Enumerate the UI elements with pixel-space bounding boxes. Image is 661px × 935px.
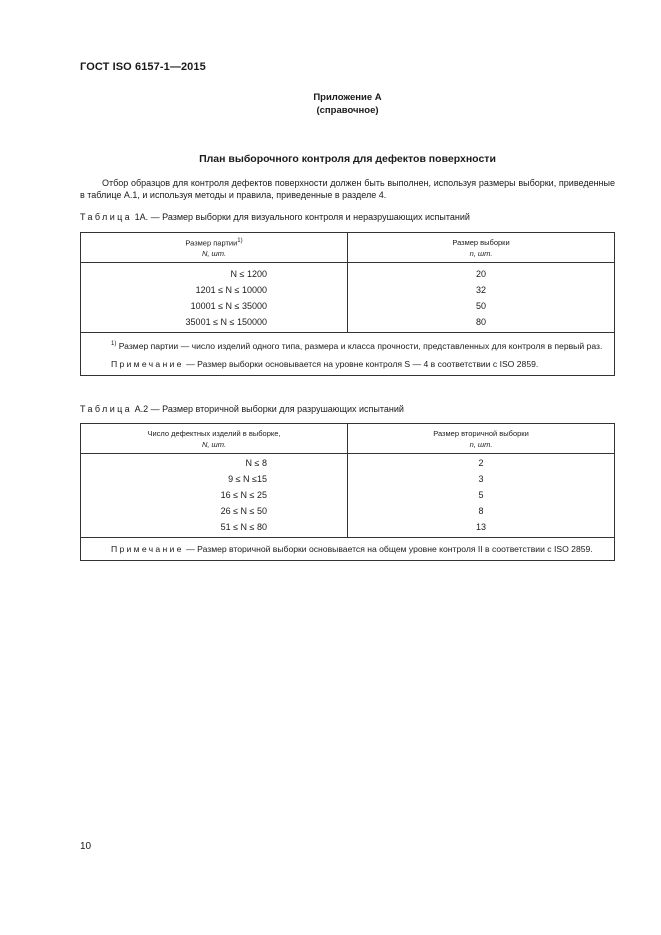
table1-header-lot	[81, 233, 348, 263]
sample-size-cell: 13	[475, 522, 486, 532]
footnote-marker: 1)	[237, 237, 243, 244]
table2-header-sample-unit: n, шт.	[469, 439, 493, 449]
sample-size-cell: 3	[478, 474, 484, 484]
table2-header-sample-label: Размер вторичной выборки	[433, 428, 529, 438]
defect-count-cell: 26 ≤ N ≤ 50	[81, 503, 348, 519]
table-row	[81, 471, 615, 487]
table1-header-lot-unit: N, шт.	[201, 249, 227, 259]
note-label: Примечание	[111, 544, 184, 554]
lot-size-cell: N ≤ 1200	[81, 266, 348, 282]
defect-count-cell: 51 ≤ N ≤ 80	[81, 519, 348, 535]
table-row	[81, 314, 615, 330]
table2-caption	[80, 404, 404, 414]
table-row	[81, 503, 615, 519]
table-row	[81, 298, 615, 314]
document-header: ГОСТ ISO 6157-1—2015	[80, 61, 206, 73]
note-label: Примечание	[111, 358, 184, 369]
lot-size-cell: 1201 ≤ N ≤ 10000	[81, 282, 348, 298]
sample-size-cell: 5	[478, 490, 484, 500]
defect-count-cell: 9 ≤ N ≤15	[81, 471, 348, 487]
note-text: — Размер выборки основывается на уровне контроля S — 4 в соответствии с ISO 2859.	[183, 358, 539, 369]
table-row	[81, 487, 615, 503]
sample-size-cell: 80	[475, 317, 486, 327]
page-number: 10	[80, 841, 92, 852]
table1-caption-word: Таблица	[80, 212, 133, 222]
table2	[80, 423, 615, 561]
table-row	[81, 282, 615, 298]
table1-notes	[81, 333, 615, 376]
table2-header-defects-unit: N, шт.	[201, 439, 227, 449]
note-text: — Размер вторичной выборки основывается на общем уровне контроля II в соответствии с ISO 2859.	[183, 544, 593, 554]
section-title: План выборочного контроля для дефектов поверхности	[199, 153, 496, 165]
table-row	[81, 266, 615, 282]
sample-size-cell: 20	[475, 269, 486, 279]
sample-size-cell: 8	[478, 506, 484, 516]
table1	[80, 232, 615, 376]
defect-count-cell: 16 ≤ N ≤ 25	[81, 487, 348, 503]
table1-header-sample-label: Размер выборки	[452, 237, 510, 247]
sample-size-cell: 50	[475, 301, 486, 311]
table-row	[81, 455, 615, 471]
table1-note	[89, 358, 606, 370]
sample-size-cell: 32	[475, 285, 486, 295]
footnote-marker: 1)	[111, 341, 117, 347]
table2-header-defects	[81, 424, 348, 454]
table1-header-sample	[348, 233, 615, 263]
table1-caption	[80, 212, 470, 222]
lot-size-cell: 10001 ≤ N ≤ 35000	[81, 298, 348, 314]
table1-header-sample-unit: n, шт.	[469, 248, 493, 258]
intro-paragraph: Отбор образцов для контроля дефектов поверхности должен быть выполнен, используя размеры выборки, приведенные в таблице А.1, и используя методы и правила, приведенные в разделе 4.	[80, 178, 615, 200]
table2-caption-word: Таблица	[80, 404, 133, 414]
table-row	[81, 519, 615, 535]
table1-caption-text: 1А. — Размер выборки для визуального контроля и неразрушающих испытаний	[134, 212, 470, 222]
table2-caption-text: А.2 — Размер вторичной выборки для разрушающих испытаний	[134, 404, 404, 414]
table2-note	[89, 543, 606, 555]
footnote-text: Размер партии — число изделий одного типа, размера и класса прочности, представленных для контроля в первый раз.	[118, 340, 603, 351]
sample-size-cell: 2	[478, 458, 484, 468]
table2-header-sample	[348, 424, 615, 454]
table2-header-defects-label: Число дефектных изделий в выборке,	[147, 428, 281, 438]
defect-count-cell: N ≤ 8	[81, 455, 348, 471]
lot-size-cell: 35001 ≤ N ≤ 150000	[81, 314, 348, 330]
annex-subtitle: (справочное)	[316, 105, 379, 116]
table1-footnote	[89, 338, 606, 352]
annex-title: Приложение А	[313, 92, 382, 103]
table2-notes	[81, 538, 615, 561]
table1-header-lot-label: Размер партии	[185, 238, 238, 248]
